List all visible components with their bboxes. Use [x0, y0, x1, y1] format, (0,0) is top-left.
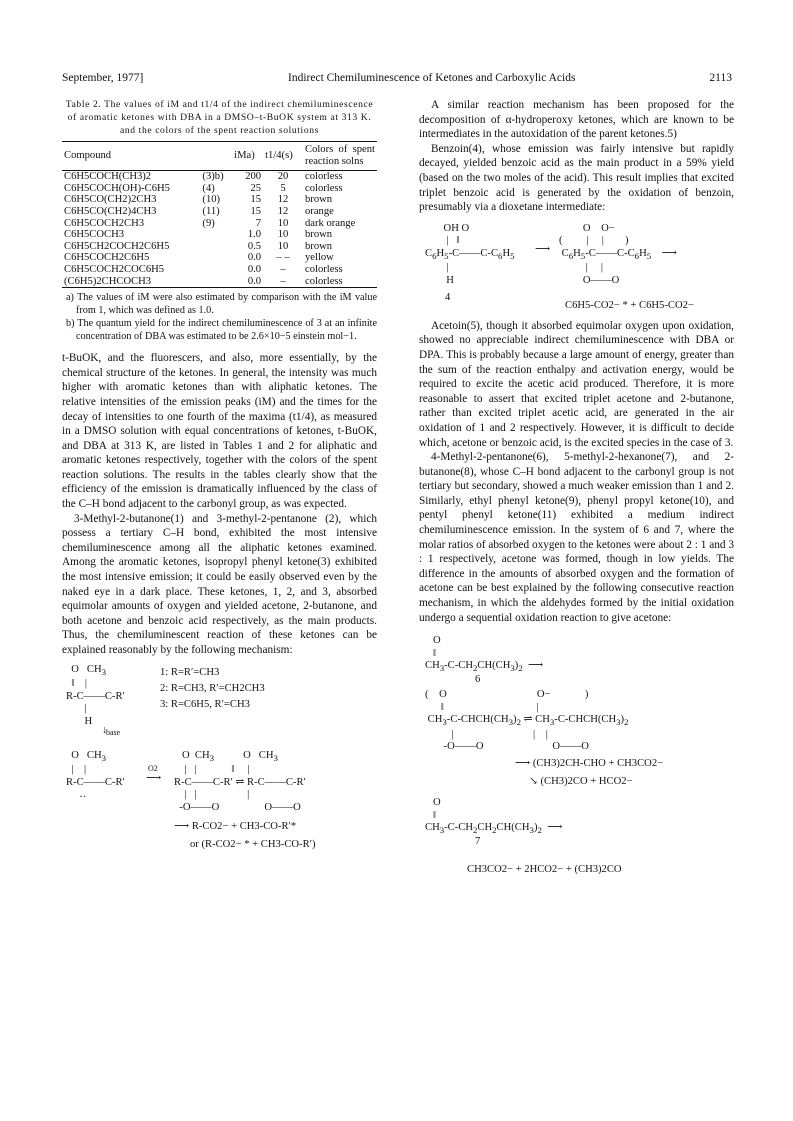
cell-color: colorless — [305, 171, 343, 183]
scheme1-sub-1: 1: R=R′=CH3 — [160, 666, 220, 678]
table-row — [62, 276, 377, 288]
table-notes — [66, 291, 377, 343]
scheme3-dioxetane: ( O O− ) ‖ | $CH_3-C-CHCH(CH_3)_2$ ⇌ $CH_3-C-CHCH(CH_3)_2$ | | | -O——O O——O — [425, 689, 629, 753]
cell-ref — [200, 252, 232, 264]
cell-im: 200 — [245, 171, 262, 183]
table-row — [62, 241, 377, 253]
cell-color: yellow — [305, 252, 334, 264]
col-compound: Compound — [64, 149, 112, 161]
cell-im: 0.5 — [247, 240, 262, 252]
scheme1-o2: O2 — [148, 763, 158, 773]
cell-t14: 12 — [277, 205, 289, 217]
running-head — [62, 72, 732, 88]
cell-color: colorless — [305, 275, 343, 287]
scheme3-label-7: 7 — [475, 836, 481, 848]
scheme1-product-1: ⟶ R-CO2− + CH3-CO-R′* — [174, 820, 297, 832]
cell-im: 15 — [250, 205, 262, 217]
running-head-title: Indirect Chemiluminescence of Ketones and Carboxylic Acids — [288, 72, 576, 84]
scheme3-products-2: ↘ (CH3)2CO + HCO2− — [529, 776, 633, 788]
cell-ref: (9) — [202, 217, 215, 229]
cell-color: orange — [305, 205, 334, 217]
table-header-row — [62, 142, 377, 171]
mechanism-scheme-1 — [62, 662, 377, 862]
cell-ref — [200, 229, 232, 241]
cell-t14: 20 — [277, 171, 289, 183]
cell-compound: C6H5CO(CH2)4CH3 — [64, 205, 157, 217]
cell-ref: (11) — [202, 205, 220, 217]
paragraph-right-3: Acetoin(5), though it absorbed equimolar oxygen upon oxidation, showed no appreciable indirect chemiluminescence with DBA or DPA. This is probably because a large amount of energy, greater than the sum of the reaction enthalpy and activation energy, would be required to excite the acetic acid produced. Therefore, it is more reasonable to assert that excited triplet acetone and 2-butanone, rather than excited triplet acetic acid, are generated in the air oxidation of 1 and 2 respectively. However, it is difficult to decide which, acetone or benzoic acid, is the excited species in the case of 3. — [419, 319, 734, 449]
cell-ref — [200, 241, 232, 253]
scheme2-arrow: ⟶ — [535, 243, 551, 255]
scheme1-anion: O $CH_3$ | | R-C——C-R′ ‥ — [66, 749, 125, 801]
cell-color: colorless — [305, 182, 343, 194]
paragraph-right-4: 4-Methyl-2-pentanone(6), 5-methyl-2-hexanone(7), and 2-butanone(8), whose C–H bond adjacent to the carbonyl group is not tertiary but secondary, showed a much weaker emission than 1 and 2. Similarly, ethyl phenyl ketone(9), phenyl propyl ketone(10), and pentyl phenyl ketone(11) exhibited a medium indirect chemiluminescence emission. In the system of 6 and 7, where the molar ratios of absorbed oxygen to the ketones were about 2 : 1 and 3 : 1 respectively, acetone was formed, though in low yields. The difference in the amounts of absorbed oxygen and the formation of acetone can be best explained by the following consecutive reaction mechanism, in which the aldehydes formed by the initial oxidation undergo a sequential oxidation reaction to give acetone: — [419, 451, 734, 624]
table-row — [62, 252, 377, 264]
cell-color: brown — [305, 194, 333, 206]
scheme3-label-6: 6 — [475, 674, 481, 686]
paragraph-left-1: t-BuOK, and the fluorescers, and also, more essentially, by the chemical structure of the ketones. In general, the intensity was much higher with aromatic ketones than with aliphatic ketones. The relative intensities of the emission peaks (iM) and the times for the decay of intensities to one fourth of the maxima (t1/4), as measured in a DMSO solution with equal concentrations of ketones, t-BuOK, and DBA at 313 K, are listed in Tables 1 and 2 for aliphatic and aromatic ketones respectively, together with the colors of the spent reaction solutions. The results in the tables clearly show that the efficiency of the emission is dramatically influenced by the class of the C–H bond adjacent to the carbonyl group, as was expected. — [62, 352, 377, 511]
table-caption: Table 2. The values of iM and t1/4 of the indirect chemiluminescence of aromatic ketones with DBA in a DMSO–t-BuOK system at 313 K. and the colors of the spent reaction solutions — [65, 99, 374, 136]
cell-ref: (4) — [202, 182, 215, 194]
cell-im: 0.0 — [247, 275, 262, 287]
cell-color: colorless — [305, 263, 343, 275]
cell-t14: 12 — [277, 194, 289, 206]
cell-compound: C6H5COCH2COC6H5 — [64, 263, 165, 275]
scheme1-sub-2: 2: R=CH3, R′=CH2CH3 — [160, 682, 265, 694]
scheme2-benzoin: OH O | ‖ $C_6H_5-C——C-C_6H_5$ | H — [425, 222, 515, 286]
scheme1-base: base — [106, 727, 121, 737]
scheme1-arrow: ⟶ — [146, 772, 162, 784]
cell-t14: – — [280, 263, 286, 275]
cell-compound: C6H5COCH(OH)-C6H5 — [64, 182, 170, 194]
mechanism-scheme-3 — [419, 629, 734, 859]
cell-compound: C6H5COCH3 — [64, 229, 125, 241]
paragraph-left-2: 3-Methyl-2-butanone(1) and 3-methyl-2-pentanone (2), which possess a tertiary C–H bond, exhibited the most intensive chemiluminescence among all the aliphatic ketones examined. Among the aromatic ketones, isopropyl phenyl ketone(3) exhibited the most intensive emission; it could be easily observed even by the naked eye in a dark place. These ketones, 1, 2, and 3, absorbed equimolar amounts of oxygen and yielded acetone, 2-butanone, and both acetone and benzoic acid respectively, as the main products. Thus, the chemiluminescent reaction of these ketones can be explained reasonably by the following mechanism: — [62, 512, 377, 656]
table-row — [62, 229, 377, 241]
table-row — [62, 194, 377, 206]
cell-t14: – — [280, 275, 286, 287]
cell-compound: C6H5COCH2CH3 — [64, 217, 145, 229]
scheme1-dioxetane: O $CH_3$ O $CH_3$ | | ‖ | R-C——C-R′ ⇌ R-C——C-R′ | | | -O——O O——O — [174, 749, 306, 813]
page-number: 2113 — [709, 72, 732, 84]
cell-t14: – – — [276, 252, 290, 264]
cell-t14: 5 — [280, 182, 286, 194]
cell-t14: 10 — [277, 229, 289, 241]
scheme1-down-arrow: ↓ — [102, 724, 108, 736]
scheme3-ketone6: O ‖ $CH_3-C-CH_2CH(CH_3)_2$ ⟶ — [425, 635, 544, 674]
mechanism-scheme-2 — [419, 219, 734, 315]
cell-t14: 10 — [277, 240, 289, 252]
running-head-date: September, 1977] — [62, 72, 144, 84]
table-row — [62, 218, 377, 230]
scheme3-products-1: ⟶ (CH3)2CH-CHO + CH3CO2− — [515, 758, 664, 770]
table-2 — [62, 141, 377, 288]
cell-color: brown — [305, 229, 333, 241]
table-row — [62, 183, 377, 195]
cell-im: 0.0 — [247, 252, 262, 264]
cell-compound: C6H5CH2COCH2C6H5 — [64, 240, 170, 252]
cell-ref — [200, 264, 232, 276]
cell-color: dark orange — [305, 217, 356, 229]
table-note-a: a) The values of iM were also estimated by comparison with the iM value from 1, which was defined as 1.0. — [66, 292, 377, 317]
cell-im: 25 — [250, 182, 262, 194]
left-column — [62, 98, 377, 866]
scheme3-final — [419, 863, 734, 876]
paragraph-right-2: Benzoin(4), whose emission was fairly intensive but rapidly decayed, yielded benzoic acid as the main product in a 59% yield (based on the two moles of the acid). This result implies that excited triplet benzoic acid is generated by the oxidation of benzoin, presumably via a dioxetane intermediate: — [419, 142, 734, 214]
cell-compound: (C6H5)2CHCOCH3 — [64, 275, 152, 287]
right-column — [419, 98, 734, 880]
table-row — [62, 206, 377, 218]
scheme1-product-2: or (R-CO2− * + CH3-CO-R′) — [190, 838, 316, 850]
scheme2-dioxetane: O O− ( | | ) $C_6H_5-C——C-C_6H_5$ ⟶ | | O——O — [559, 222, 677, 286]
scheme2-label: 4 — [445, 291, 451, 303]
cell-im: 7 — [255, 217, 262, 229]
col-t14: t1/4(s) — [265, 149, 293, 161]
table-note-b: b) The quantum yield for the indirect chemiluminescence of 3 at an infinite concentration of DBA was estimated to be 2.6×10−5 einstein mol−1. — [66, 318, 377, 343]
cell-compound: C6H5CO(CH2)2CH3 — [64, 194, 157, 206]
scheme3-final-products: CH3CO2− + 2HCO2− + (CH3)2CO — [467, 864, 622, 876]
cell-im: 0.0 — [247, 263, 262, 275]
scheme3-ketone7: O ‖ $CH_3-C-CH_2CH_2CH(CH_3)_2$ ⟶ — [425, 797, 563, 836]
cell-ref: (3)b) — [202, 171, 224, 183]
paragraph-right-1: A similar reaction mechanism has been proposed for the decomposition of α-hydroperoxy ketones, which are known to be intermediates in the autoxidation of the parent ketones.5) — [419, 99, 734, 141]
cell-compound: C6H5COCH(CH3)2 — [64, 171, 152, 183]
cell-ref — [200, 276, 232, 288]
scheme1-sub-3: 3: R=C6H5, R′=CH3 — [160, 698, 250, 710]
cell-ref: (10) — [202, 194, 221, 206]
col-colors: Colors of spent reaction solns — [305, 144, 375, 167]
scheme2-products: C6H5-CO2− * + C6H5-CO2− — [565, 299, 694, 311]
scheme1-reactant: O $CH_3$ ‖ | R-C——C-R′ | H — [66, 663, 125, 727]
table-row — [62, 264, 377, 276]
cell-t14: 10 — [277, 217, 289, 229]
table-row — [62, 171, 377, 183]
cell-color: brown — [305, 240, 333, 252]
col-im: iMa) — [234, 149, 255, 161]
cell-im: 1.0 — [247, 229, 262, 241]
cell-im: 15 — [250, 194, 262, 206]
cell-compound: C6H5COCH2C6H5 — [64, 252, 150, 264]
